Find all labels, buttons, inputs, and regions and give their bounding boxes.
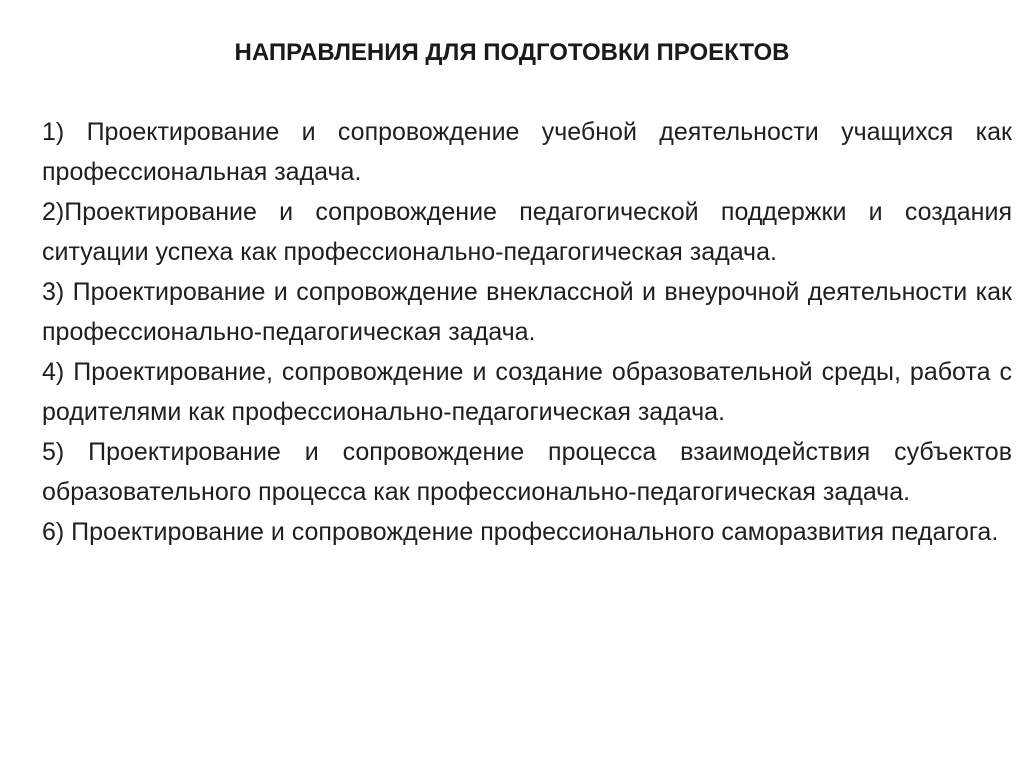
list-item: 6) Проектирование и сопровождение профессионального саморазвития педагога. [42, 518, 999, 546]
list-item: 4) Проектирование, сопровождение и создание образовательной среды, работа с родителями как профессионально-педагогическая задача. [42, 358, 1012, 426]
list-item: 1) Проектирование и сопровождение учебной деятельности учащихся как профессиональная задача. [42, 118, 1012, 186]
list-item: 5) Проектирование и сопровождение процесса взаимодействия субъектов образовательного процесса как профессионально-педагогическая задача. [42, 438, 1012, 506]
directions-list [42, 112, 1012, 552]
list-item: 3) Проектирование и сопровождение внеклассной и внеурочной деятельности как профессионально-педагогическая задача. [42, 278, 1012, 346]
slide-title: НАПРАВЛЕНИЯ ДЛЯ ПОДГОТОВКИ ПРОЕКТОВ [234, 39, 790, 66]
list-item: 2)Проектирование и сопровождение педагогической поддержки и создания ситуации успеха как профессионально-педагогическая задача. [42, 198, 1012, 266]
